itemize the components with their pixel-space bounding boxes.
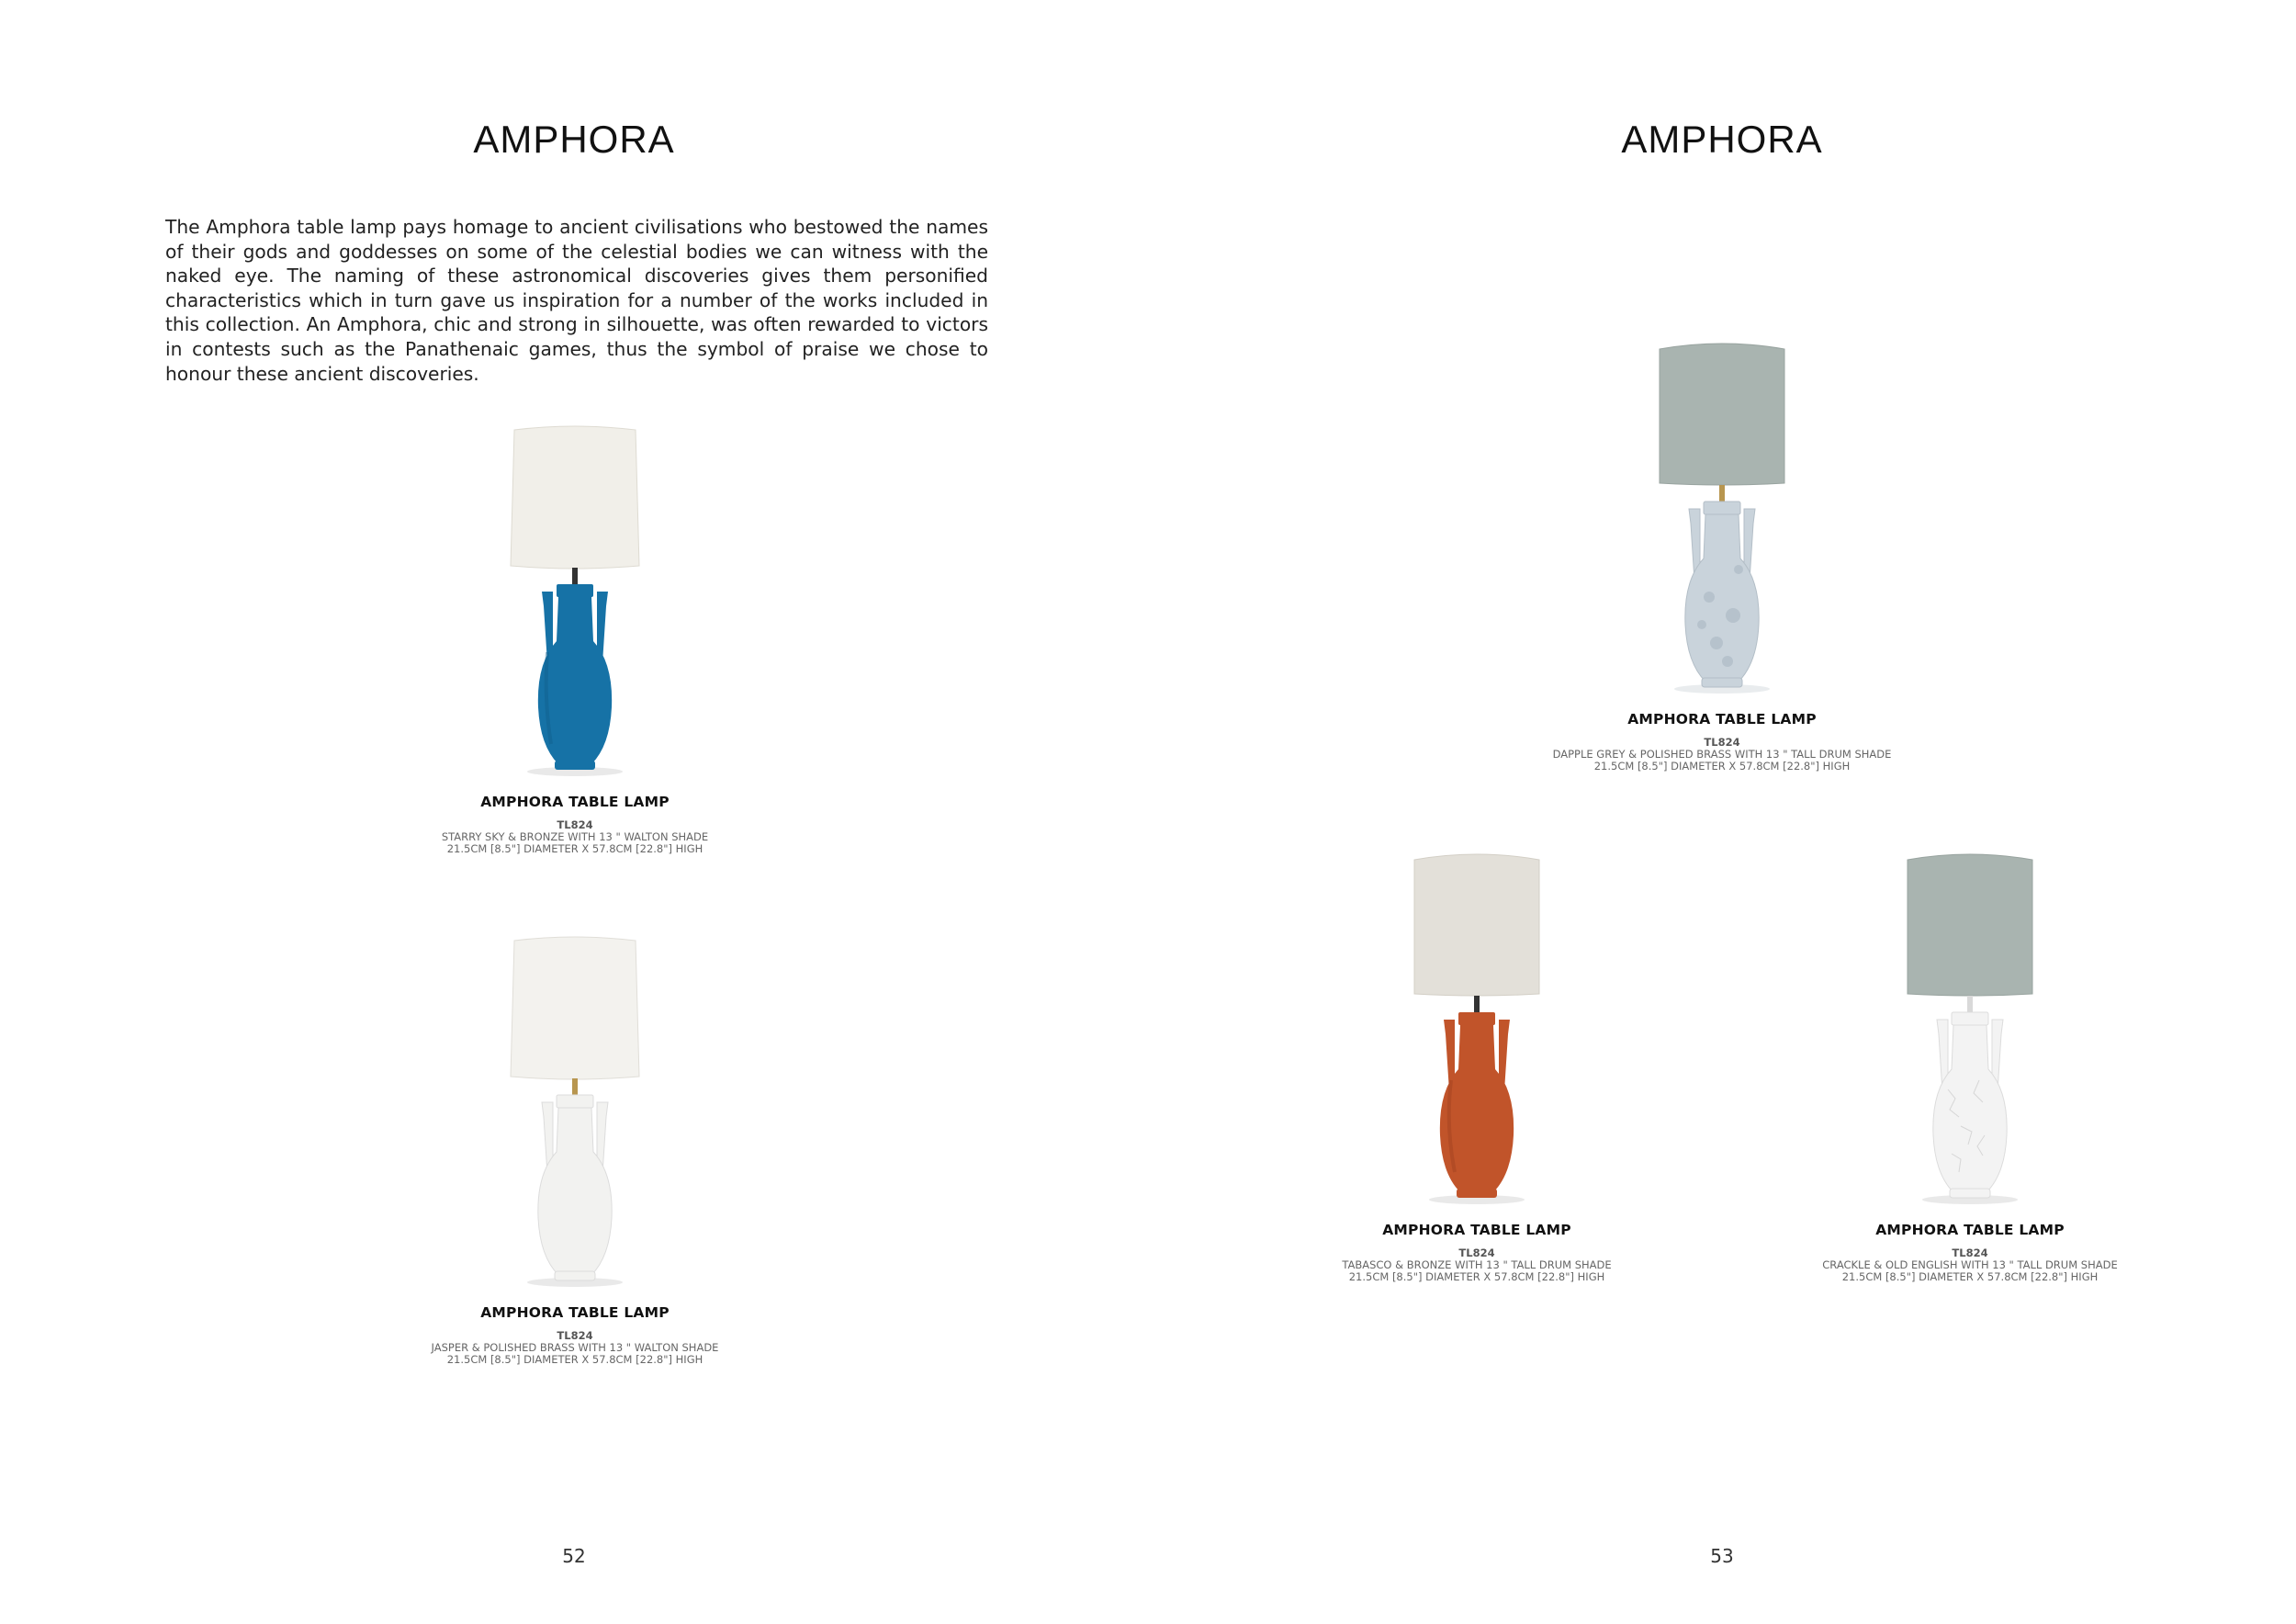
product-crackle (1768, 851, 2172, 1283)
product-code: TL824 (1952, 1246, 1988, 1259)
lamp-shade (1660, 344, 1784, 485)
page-number: 52 (562, 1545, 586, 1567)
product-name: AMPHORA TABLE LAMP (480, 1304, 670, 1321)
lamp-base (1685, 502, 1759, 687)
lamp-base (1933, 1012, 2007, 1198)
lamp-image-tabasco (1403, 851, 1550, 1209)
lamp-shade (511, 426, 639, 569)
product-name: AMPHORA TABLE LAMP (1382, 1222, 1571, 1238)
product-jasper (373, 933, 777, 1366)
product-dimensions: 21.5CM [8.5"] DIAMETER X 57.8CM [22.8"] HIGH (1841, 1270, 2099, 1283)
product-dimensions: 21.5CM [8.5"] DIAMETER X 57.8CM [22.8"] HIGH (446, 842, 703, 855)
product-name: AMPHORA TABLE LAMP (480, 794, 670, 810)
product-code: TL824 (557, 818, 593, 831)
product-dimensions: 21.5CM [8.5"] DIAMETER X 57.8CM [22.8"] HIGH (1348, 1270, 1605, 1283)
lamp-image-jasper (501, 933, 648, 1291)
product-code: TL824 (1704, 736, 1740, 749)
product-tabasco (1275, 851, 1679, 1283)
lamp-image-starry-sky (501, 423, 648, 781)
product-code: TL824 (557, 1329, 593, 1342)
product-dapple-grey (1520, 340, 1924, 773)
lamp-image-dapple-grey (1649, 340, 1795, 698)
product-name: AMPHORA TABLE LAMP (1627, 711, 1817, 727)
page-title: AMPHORA (1621, 118, 1823, 161)
product-starry-sky (373, 423, 777, 855)
page-number: 53 (1710, 1545, 1734, 1567)
page-title: AMPHORA (473, 118, 675, 161)
product-name: AMPHORA TABLE LAMP (1875, 1222, 2065, 1238)
product-dimensions: 21.5CM [8.5"] DIAMETER X 57.8CM [22.8"] HIGH (446, 1353, 703, 1366)
product-description: DAPPLE GREY & POLISHED BRASS WITH 13 " TALL DRUM SHADE (1552, 748, 1892, 761)
lamp-shade (1908, 854, 2032, 996)
product-code: TL824 (1458, 1246, 1495, 1259)
right-page (1148, 0, 2296, 1624)
product-description: JASPER & POLISHED BRASS WITH 13 " WALTON SHADE (431, 1341, 719, 1354)
lamp-shade (1414, 854, 1539, 996)
product-description: TABASCO & BRONZE WITH 13 " TALL DRUM SHADE (1342, 1258, 1612, 1271)
lamp-shade (511, 937, 639, 1079)
lamp-base (538, 1095, 612, 1280)
product-description: STARRY SKY & BRONZE WITH 13 " WALTON SHADE (441, 830, 709, 843)
product-description: CRACKLE & OLD ENGLISH WITH 13 " TALL DRUM SHADE (1822, 1258, 2118, 1271)
product-dimensions: 21.5CM [8.5"] DIAMETER X 57.8CM [22.8"] HIGH (1593, 760, 1851, 773)
intro-paragraph: The Amphora table lamp pays homage to ancient civilisations who bestowed the names of their gods and goddesses on some of the celestial bodies we can witness with the naked eye. The naming of these astronomical discoveries gives them personified characteristics which in turn gave us inspiration for a number of the works included in this collection. An Amphora, chic and strong in silhouette, was often rewarded to victors in contests such as the Panathenaic games, thus the symbol of praise we chose to honour these ancient discoveries. (165, 216, 988, 385)
lamp-image-crackle (1896, 851, 2043, 1209)
